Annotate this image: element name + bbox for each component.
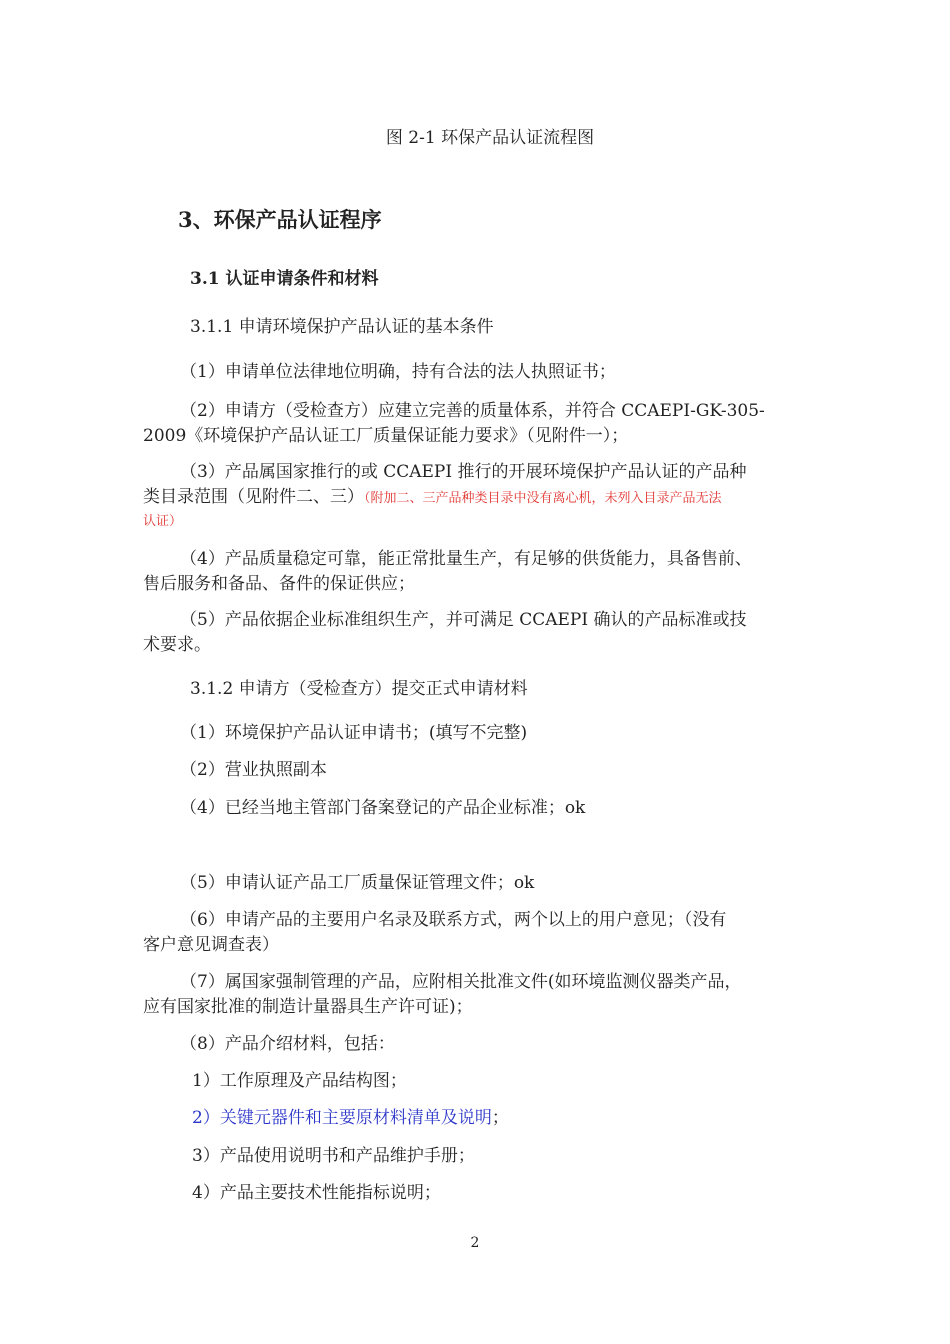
condition-2-line2: 2009《环境保护产品认证工厂质量保证能力要求》（见附件一）；: [143, 426, 629, 446]
material-8-item-3: 3）产品使用说明书和产品维护手册；: [192, 1146, 475, 1166]
figure-caption: 图 2-1 环保产品认证流程图: [385, 128, 595, 148]
material-8-item-2-number: 2）: [192, 1108, 220, 1128]
condition-4-line1: （4）产品质量稳定可靠，能正常批量生产，有足够的供货能力，具备售前、: [180, 549, 752, 569]
material-6-line1: （6）申请产品的主要用户名录及联系方式，两个以上的用户意见；（没有: [180, 910, 727, 930]
material-7-line1: （7）属国家强制管理的产品，应附相关批准文件(如环境监测仪器类产品，: [180, 972, 742, 992]
material-4: （4）已经当地主管部门备案登记的产品企业标准；ok: [180, 798, 586, 818]
condition-1: （1）申请单位法律地位明确，持有合法的法人执照证书；: [180, 362, 616, 382]
condition-2-line1: （2）申请方（受检查方）应建立完善的质量体系，并符合 CCAEPI-GK-305-: [180, 401, 765, 421]
material-8-item-2: [192, 1108, 509, 1128]
material-8: （8）产品介绍材料，包括：: [180, 1034, 395, 1054]
subsection-3-1-1-title: 3.1.1 申请环境保护产品认证的基本条件: [190, 317, 494, 337]
section-title: 3、环保产品认证程序: [178, 207, 382, 232]
condition-5-line1: （5）产品依据企业标准组织生产，并可满足 CCAEPI 确认的产品标准或技: [180, 610, 747, 630]
material-8-item-2-text: 关键元器件和主要原材料清单及说明: [219, 1108, 492, 1128]
material-6-line2: 客户意见调查表）: [143, 935, 279, 955]
material-2: （2）营业执照副本: [180, 760, 327, 780]
condition-3-line1: （3）产品属国家推行的或 CCAEPI 推行的开展环境保护产品认证的产品种: [180, 462, 747, 482]
condition-5-line2: 术要求。: [143, 635, 211, 655]
material-7-line2: 应有国家批准的制造计量器具生产许可证)；: [143, 997, 473, 1017]
subsection-3-1-title: 3.1 认证申请条件和材料: [190, 269, 379, 289]
material-8-item-4: 4）产品主要技术性能指标说明；: [192, 1183, 441, 1203]
material-1: （1）环境保护产品认证申请书；(填写不完整): [180, 723, 528, 743]
condition-3-note: （附加二、三产品种类目录中没有离心机，未列入目录产品无法: [364, 491, 722, 506]
material-8-item-2-end: ；: [491, 1108, 509, 1128]
subsection-3-1-2-title: 3.1.2 申请方（受检查方）提交正式申请材料: [190, 679, 528, 699]
condition-4-line2: 售后服务和备品、备件的保证供应；: [143, 574, 415, 594]
condition-3-text: 类目录范围（见附件二、三）: [143, 487, 364, 507]
condition-3-note-line2: 认证）: [143, 514, 183, 529]
material-5: （5）申请认证产品工厂质量保证管理文件；ok: [180, 873, 535, 893]
condition-3-line2: [143, 487, 722, 509]
page-number: 2: [470, 1235, 480, 1251]
material-8-item-1: 1）工作原理及产品结构图；: [192, 1071, 407, 1091]
